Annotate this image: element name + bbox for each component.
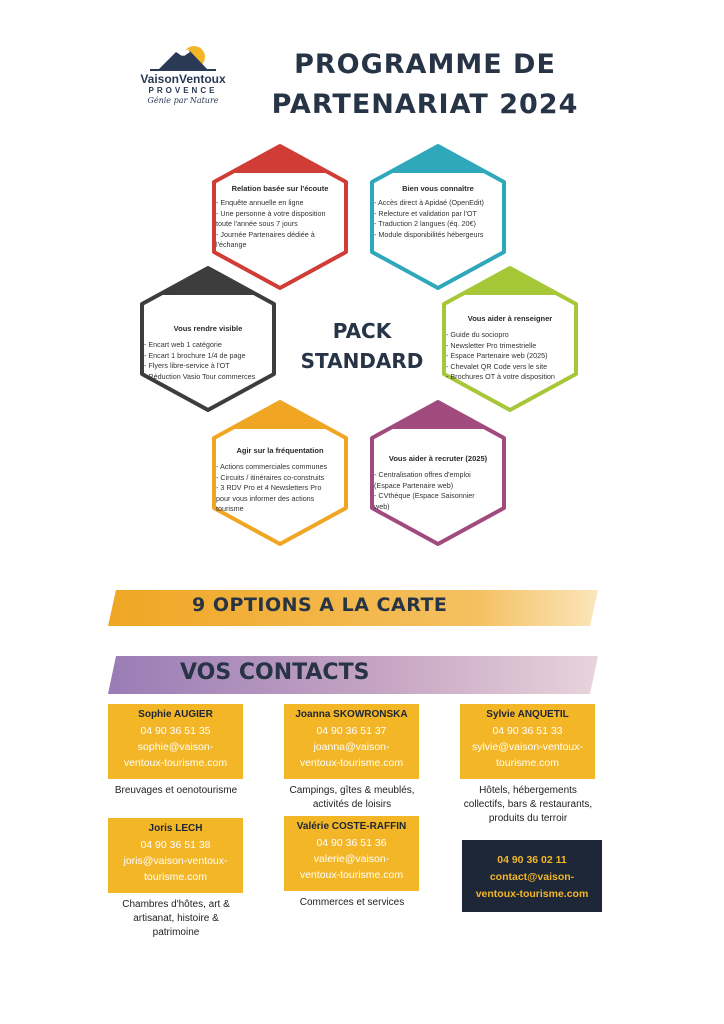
- list-item: pour vous informer des actions: [216, 493, 315, 503]
- contact-email[interactable]: sylvie@vaison-ventoux-: [471, 741, 584, 753]
- contact-email[interactable]: ventoux-tourisme.com: [299, 757, 404, 769]
- hex-item-list: [374, 198, 508, 240]
- logo-brand-text: VaisonVentoux: [140, 72, 226, 86]
- desc-line: activités de loisirs: [312, 799, 392, 810]
- hex-title: Agir sur la fréquentation: [236, 446, 324, 455]
- hex-aider-recruter: [368, 398, 508, 548]
- contacts-banner-label: VOS CONTACTS: [180, 660, 370, 685]
- contact-phone[interactable]: 04 90 36 51 35: [140, 725, 211, 737]
- contact-phone[interactable]: 04 90 36 51 36: [316, 837, 387, 849]
- list-item: - Encart web 1 catégorie: [144, 340, 222, 349]
- title-line-2: PARTENARIAT 2024: [271, 89, 579, 120]
- contact-email[interactable]: ventoux-tourisme.com: [299, 869, 404, 881]
- desc-line: Campings, gîtes & meublés,: [289, 785, 415, 796]
- hex-item-list: [216, 198, 350, 251]
- list-item: - Une personne à votre disposition: [216, 208, 326, 218]
- contact-email[interactable]: ventoux-tourisme.com: [123, 757, 228, 769]
- contact-email[interactable]: valerie@vaison-: [313, 853, 390, 865]
- options-banner: [108, 590, 598, 626]
- hex-title: Vous rendre visible: [173, 324, 243, 333]
- list-item: - Relecture et validation par l'OT: [374, 208, 477, 218]
- contact-email[interactable]: joanna@vaison-: [313, 741, 390, 753]
- list-item: - 3 RDV Pro et 4 Newsletters Pro: [216, 483, 322, 492]
- list-item: - Guide du sociopro: [446, 330, 509, 339]
- general-contact-box: [462, 840, 602, 912]
- list-item: toute l'année sous 7 jours: [216, 219, 298, 228]
- list-item: (Espace Partenaire web): [374, 480, 454, 490]
- list-item: - Journée Partenaires dédiée à: [216, 229, 315, 239]
- hex-item-list: [374, 470, 508, 512]
- hex-aider-renseigner: [440, 264, 580, 414]
- desc-line: Chambres d'hôtes, art &: [122, 899, 230, 910]
- contact-phone[interactable]: 04 90 36 51 33: [492, 725, 563, 737]
- hex-title: Bien vous connaître: [402, 184, 474, 193]
- list-item: web): [374, 501, 390, 511]
- logo-tagline: Génie par Nature: [147, 96, 219, 105]
- list-item: tourisme: [216, 504, 244, 513]
- desc-line: collectifs, bars & restaurants,: [463, 799, 593, 810]
- contact-phone[interactable]: 04 90 36 51 38: [140, 839, 211, 851]
- contact-email[interactable]: joris@vaison-ventoux-: [123, 855, 228, 867]
- desc-line: patrimoine: [152, 927, 200, 938]
- contact-description: [448, 784, 608, 826]
- pack-standard-label: [292, 316, 432, 376]
- list-item: - CVthèque (Espace Saisonnier: [374, 491, 475, 500]
- general-email[interactable]: contact@vaison-: [489, 871, 575, 883]
- vaison-ventoux-logo: [128, 40, 238, 110]
- list-item: - Encart 1 brochure 1/4 de page: [144, 350, 246, 360]
- title-line-1: PROGRAMME DE: [294, 49, 556, 80]
- logo-region-text: PROVENCE: [148, 86, 218, 95]
- list-item: - Réduction Vasio Tour commerces: [144, 371, 256, 381]
- desc-line: artisanat, histoire &: [133, 913, 219, 924]
- list-item: - Circuits / itinéraires co-construits: [216, 472, 325, 482]
- list-item: - Flyers libre-service à l'OT: [144, 361, 230, 370]
- contact-card-sylvie: [460, 704, 595, 779]
- list-item: - Actions commerciales communes: [216, 462, 328, 471]
- hex-item-list: [144, 340, 278, 382]
- hex-title: Vous aider à renseigner: [467, 314, 553, 323]
- general-email[interactable]: ventoux-tourisme.com: [475, 888, 589, 900]
- contact-description: [96, 898, 256, 940]
- hex-item-list: [446, 330, 580, 383]
- contact-card-valerie: [284, 816, 419, 891]
- contact-description: [96, 784, 256, 798]
- general-phone[interactable]: 04 90 36 02 11: [497, 854, 567, 866]
- list-item: l'échange: [216, 240, 247, 249]
- pack-line-2: STANDARD: [300, 349, 424, 373]
- contact-description: [272, 784, 432, 812]
- list-item: - Centralisation offres d'emploi: [374, 470, 471, 479]
- contact-name: Joris LECH: [148, 823, 203, 834]
- options-banner-label: 9 OPTIONS A LA CARTE: [192, 594, 448, 616]
- desc-line: produits du terroir: [488, 813, 568, 824]
- list-item: - Espace Partenaire web (2025): [446, 351, 548, 360]
- desc-line: Breuvages et oenotourisme: [114, 785, 238, 796]
- contact-name: Joanna SKOWRONSKA: [295, 709, 408, 720]
- contact-card-joanna: [284, 704, 419, 779]
- contact-email[interactable]: tourisme.com: [143, 871, 207, 883]
- desc-line: Commerces et services: [299, 897, 405, 908]
- hex-title: Vous aider à recruter (2025): [388, 454, 488, 463]
- list-item: - Enquête annuelle en ligne: [216, 198, 304, 207]
- page-title: [255, 45, 595, 125]
- list-item: - Chevalet QR Code vers le site: [446, 361, 548, 371]
- contact-name: Sophie AUGIER: [138, 709, 213, 720]
- list-item: - Accès direct à Apidaé (OpenEdit): [374, 198, 484, 207]
- contact-name: Sylvie ANQUETIL: [486, 709, 569, 720]
- logo-mountain-icon: [128, 40, 238, 74]
- list-item: - Module disponibilités hébergeurs: [374, 229, 484, 239]
- contact-email[interactable]: sophie@vaison-: [137, 741, 214, 753]
- desc-line: Hôtels, hébergements: [479, 785, 577, 796]
- pack-line-1: PACK: [332, 319, 392, 343]
- contact-email[interactable]: tourisme.com: [495, 757, 559, 769]
- list-item: - Newsletter Pro trimestrielle: [446, 340, 537, 350]
- hex-item-list: [216, 462, 350, 515]
- hex-agir-frequentation: [210, 398, 350, 548]
- contact-name: Valérie COSTE-RAFFIN: [296, 821, 407, 832]
- contact-description: [272, 896, 432, 910]
- contact-phone[interactable]: 04 90 36 51 37: [316, 725, 387, 737]
- list-item: - Traduction 2 langues (éq. 20€): [374, 219, 476, 228]
- contact-card-joris: [108, 818, 243, 893]
- hex-rendre-visible: [138, 264, 278, 414]
- list-item: - Brochures OT à votre disposition: [446, 372, 555, 381]
- contacts-banner: [108, 656, 598, 694]
- contact-card-sophie: [108, 704, 243, 779]
- hex-title: Relation basée sur l'écoute: [231, 184, 329, 193]
